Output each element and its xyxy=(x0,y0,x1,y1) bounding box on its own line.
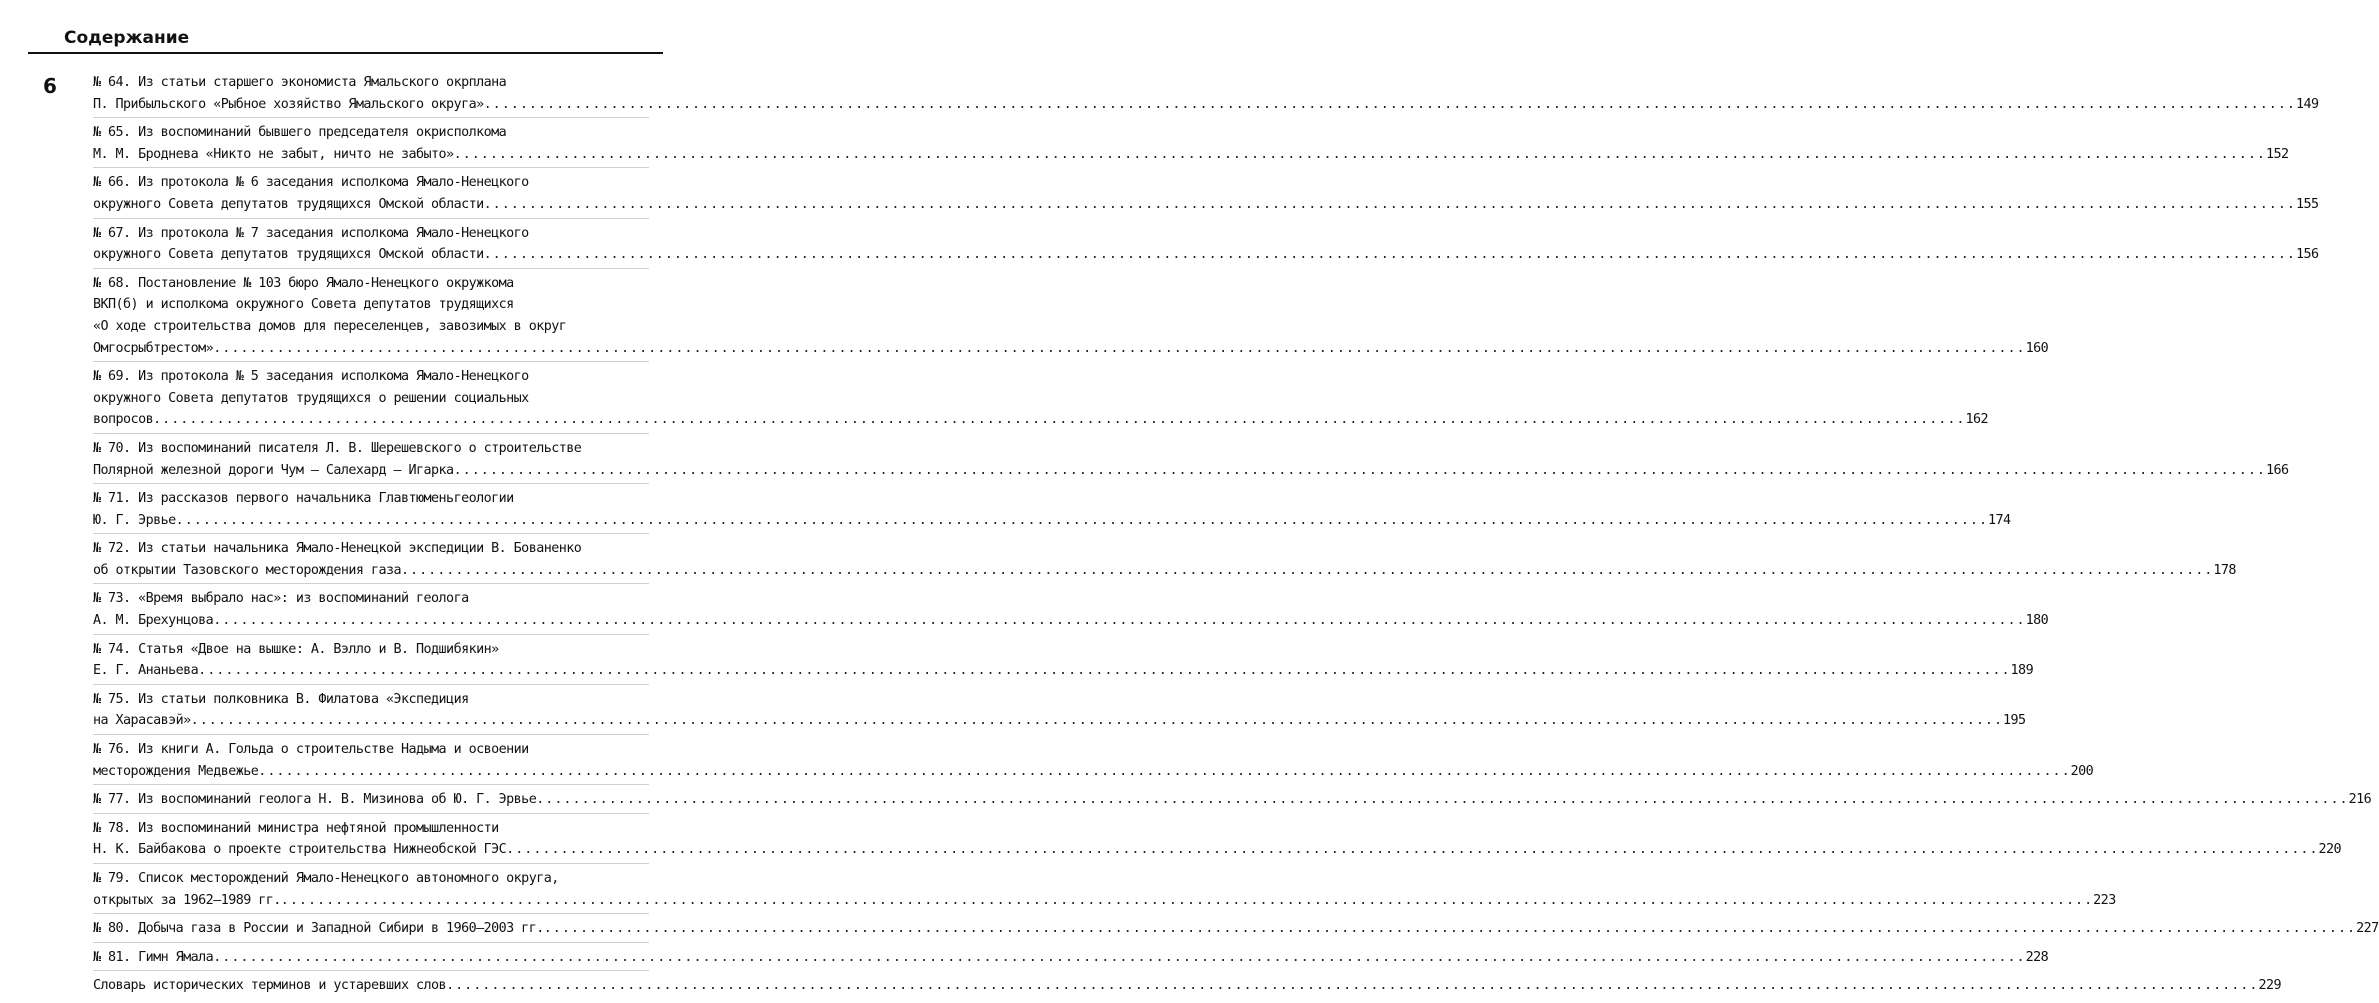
toc-entry-last-line xyxy=(93,789,2372,811)
toc-entry-line: № 78. Из воспоминаний министра нефтяной промышленности xyxy=(93,820,499,836)
toc-entry[interactable] xyxy=(93,538,2236,584)
toc-page-number: 220 xyxy=(2318,842,2342,858)
toc-page-number: 160 xyxy=(2025,340,2049,356)
toc-entry[interactable] xyxy=(93,488,2011,534)
toc-entry[interactable] xyxy=(93,72,2319,118)
toc-entry-line: Полярной железной дороги Чум — Салехард — Игарка xyxy=(93,462,454,478)
toc-entry-line: № 79. Список месторождений Ямало-Ненецкого автономного округа, xyxy=(93,871,559,886)
toc-entry-line: окружного Совета депутатов трудящихся Омской области xyxy=(93,196,484,212)
toc-entry[interactable] xyxy=(93,789,2372,814)
toc-page-number: 156 xyxy=(2296,247,2319,263)
dot-leader: ........................................................................................................................................................................................................ xyxy=(453,462,2266,478)
toc-entry-line: Н. К. Байбакова о проекте строительства Нижнеобской ГЭС xyxy=(93,842,507,858)
toc-entry-line: № 73. «Время выбрало нас»: из воспоминаний геолога xyxy=(93,591,469,607)
toc-entry-last-line xyxy=(93,610,2049,632)
toc-entry-last-line xyxy=(93,890,2116,912)
toc-entry[interactable] xyxy=(93,273,2049,362)
toc-entry-last-line xyxy=(93,338,2049,360)
toc-page-number: 174 xyxy=(1988,512,2011,528)
toc-entry-line: № 69. Из протокола № 5 заседания исполкома Ямало-Ненецкого xyxy=(93,369,529,385)
toc-entry-line: № 71. Из рассказов первого начальника Главтюменьгеологии xyxy=(93,491,514,507)
toc-entry-last-line xyxy=(93,194,2319,216)
toc-entry[interactable] xyxy=(93,366,1989,434)
toc-page-number: 162 xyxy=(1965,412,1989,428)
dot-leader: ........................................................................................................................................................................................................ xyxy=(536,792,2349,808)
toc-entry-last-line xyxy=(93,947,2049,969)
toc-entry[interactable] xyxy=(93,223,2319,269)
toc-entry[interactable] xyxy=(93,588,2049,634)
toc-entry-line: П. Прибыльского «Рыбное хозяйство Ямальского округа» xyxy=(93,96,484,112)
toc-entry-last-line xyxy=(93,94,2319,116)
page-number: 6 xyxy=(43,74,57,98)
toc-entry-line: Омгосрыбтрестом» xyxy=(93,340,214,356)
toc-page-number: 149 xyxy=(2296,96,2319,112)
toc-entry-last-line xyxy=(93,839,2342,861)
toc-entry-line: окружного Совета депутатов трудящихся о решении социальных xyxy=(93,390,529,406)
dot-leader: ........................................................................................................................................................................................................ xyxy=(483,196,2296,212)
dot-leader: ........................................................................................................................................................................................................ xyxy=(213,340,2026,356)
toc-entry[interactable] xyxy=(93,172,2319,218)
toc-entry-line: № 67. Из протокола № 7 заседания исполкома Ямало-Ненецкого xyxy=(93,225,529,241)
toc-entry-line: вопросов xyxy=(93,412,154,428)
toc-entry-last-line xyxy=(93,144,2289,166)
toc-page-number: 166 xyxy=(2265,462,2289,478)
toc-entry-line: М. М. Броднева «Никто не забыт, ничто не забыто» xyxy=(93,146,454,162)
toc-entry-line: № 72. Из статьи начальника Ямало-Ненецкой экспедиции В. Бованенко xyxy=(93,541,582,557)
toc-entry-line: № 81. Гимн Ямала xyxy=(93,949,214,965)
toc-entry-line: месторождения Медвежье xyxy=(93,763,259,779)
dot-leader: ........................................................................................................................................................................................................ xyxy=(446,978,2259,994)
toc-entry-line: окружного Совета депутатов трудящихся Омской области xyxy=(93,247,484,263)
toc-entry[interactable] xyxy=(93,868,2116,914)
toc-entry-last-line xyxy=(93,761,2094,783)
toc-entry-line: А. М. Брехунцова xyxy=(93,613,214,629)
toc-page-number: 195 xyxy=(2003,713,2026,729)
toc-page-number: 227 xyxy=(2356,921,2379,937)
toc-entry-line: № 80. Добыча газа в России и Западной Сибири в 1960–2003 гг. xyxy=(93,921,544,937)
toc-entry[interactable] xyxy=(93,918,2379,943)
toc-page-number: 229 xyxy=(2258,978,2281,994)
toc-entry-line: Словарь исторических терминов и устаревших слов xyxy=(93,978,447,994)
toc-entry-last-line xyxy=(93,975,2281,997)
toc-entry-last-line xyxy=(93,660,2034,682)
dot-leader: ........................................................................................................................................................................................................ xyxy=(190,713,2004,729)
toc-entry-last-line xyxy=(93,560,2236,582)
toc-page-number: 178 xyxy=(2213,562,2236,578)
toc-page-number: 180 xyxy=(2025,613,2049,629)
toc-entry-last-line xyxy=(93,244,2319,266)
toc-entry-line: «О ходе строительства домов для переселенцев, завозимых в округ xyxy=(93,318,567,334)
toc-entry-line: ВКП(б) и исполкома окружного Совета депутатов трудящихся xyxy=(93,297,514,313)
toc-entry[interactable] xyxy=(93,975,2281,999)
toc-entry-line: Ю. Г. Эрвье xyxy=(93,512,176,528)
dot-leader: ........................................................................................................................................................................................................ xyxy=(506,842,2319,858)
toc-page-number: 216 xyxy=(2348,792,2372,808)
toc-page-number: 155 xyxy=(2296,196,2319,212)
dot-leader: ........................................................................................................................................................................................................ xyxy=(543,921,2357,937)
dot-leader: ........................................................................................................................................................................................................ xyxy=(175,512,1989,528)
page-header-title: Содержание xyxy=(64,28,190,48)
dot-leader: ........................................................................................................................................................................................................ xyxy=(401,562,2214,578)
dot-leader: ........................................................................................................................................................................................................ xyxy=(280,892,2094,908)
dot-leader: ........................................................................................................................................................................................................ xyxy=(258,763,2071,779)
toc-entry-line: № 75. Из статьи полковника В. Филатова «Экспедиция xyxy=(93,691,469,707)
toc-entry-last-line xyxy=(93,918,2379,940)
dot-leader: ........................................................................................................................................................................................................ xyxy=(483,96,2296,112)
toc-entry-line: № 65. Из воспоминаний бывшего председателя окрисполкома xyxy=(93,125,507,141)
toc-entry-line: открытых за 1962–1989 гг. xyxy=(93,892,281,908)
toc-entry-line: № 74. Статья «Двое на вышке: А. Вэлло и В. Подшибякин» xyxy=(93,641,499,657)
toc-entry-line: № 66. Из протокола № 6 заседания исполкома Ямало-Ненецкого xyxy=(93,175,529,191)
toc-entry[interactable] xyxy=(93,639,2034,685)
toc-entry-last-line xyxy=(93,409,1989,431)
dot-leader: ........................................................................................................................................................................................................ xyxy=(198,663,2011,679)
dot-leader: ........................................................................................................................................................................................................ xyxy=(153,412,1966,428)
toc-page-number: 228 xyxy=(2025,949,2049,965)
dot-leader: ........................................................................................................................................................................................................ xyxy=(483,247,2296,263)
toc-page-number: 152 xyxy=(2265,146,2289,162)
dot-leader: ........................................................................................................................................................................................................ xyxy=(453,146,2266,162)
toc-entry[interactable] xyxy=(93,739,2094,785)
toc-entry[interactable] xyxy=(93,438,2289,484)
toc-entry-last-line xyxy=(93,710,2026,732)
toc-entry[interactable] xyxy=(93,689,2026,735)
toc-entry-line: на Харасавэй» xyxy=(93,713,191,729)
toc-entry[interactable] xyxy=(93,947,2049,972)
toc-page-number: 189 xyxy=(2010,663,2034,679)
toc-entry-line: № 64. Из статьи старшего экономиста Ямальского окрплана xyxy=(93,75,507,90)
toc-entry-line: № 70. Из воспоминаний писателя Л. В. Шерешевского о строительстве xyxy=(93,440,582,456)
dot-leader: ........................................................................................................................................................................................................ xyxy=(213,613,2026,629)
toc-entry-last-line xyxy=(93,510,2011,532)
toc-entry-line: № 77. Из воспоминаний геолога Н. В. Мизинова об Ю. Г. Эрвье xyxy=(93,792,537,808)
toc-page-number: 200 xyxy=(2070,763,2094,779)
table-of-contents xyxy=(93,72,2379,1003)
toc-entry-line: об открытии Тазовского месторождения газа xyxy=(93,562,401,578)
header-divider xyxy=(28,52,663,54)
toc-entry-line: № 68. Постановление № 103 бюро Ямало-Ненецкого окружкома xyxy=(93,275,514,291)
toc-entry-line: № 76. Из книги А. Гольда о строительстве Надыма и освоении xyxy=(93,742,529,758)
toc-entry-last-line xyxy=(93,460,2289,482)
dot-leader: ........................................................................................................................................................................................................ xyxy=(213,949,2026,965)
toc-entry[interactable] xyxy=(93,818,2342,864)
toc-entry-line: Е. Г. Ананьева xyxy=(93,663,199,679)
toc-entry[interactable] xyxy=(93,122,2289,168)
toc-page-number: 223 xyxy=(2093,892,2116,908)
